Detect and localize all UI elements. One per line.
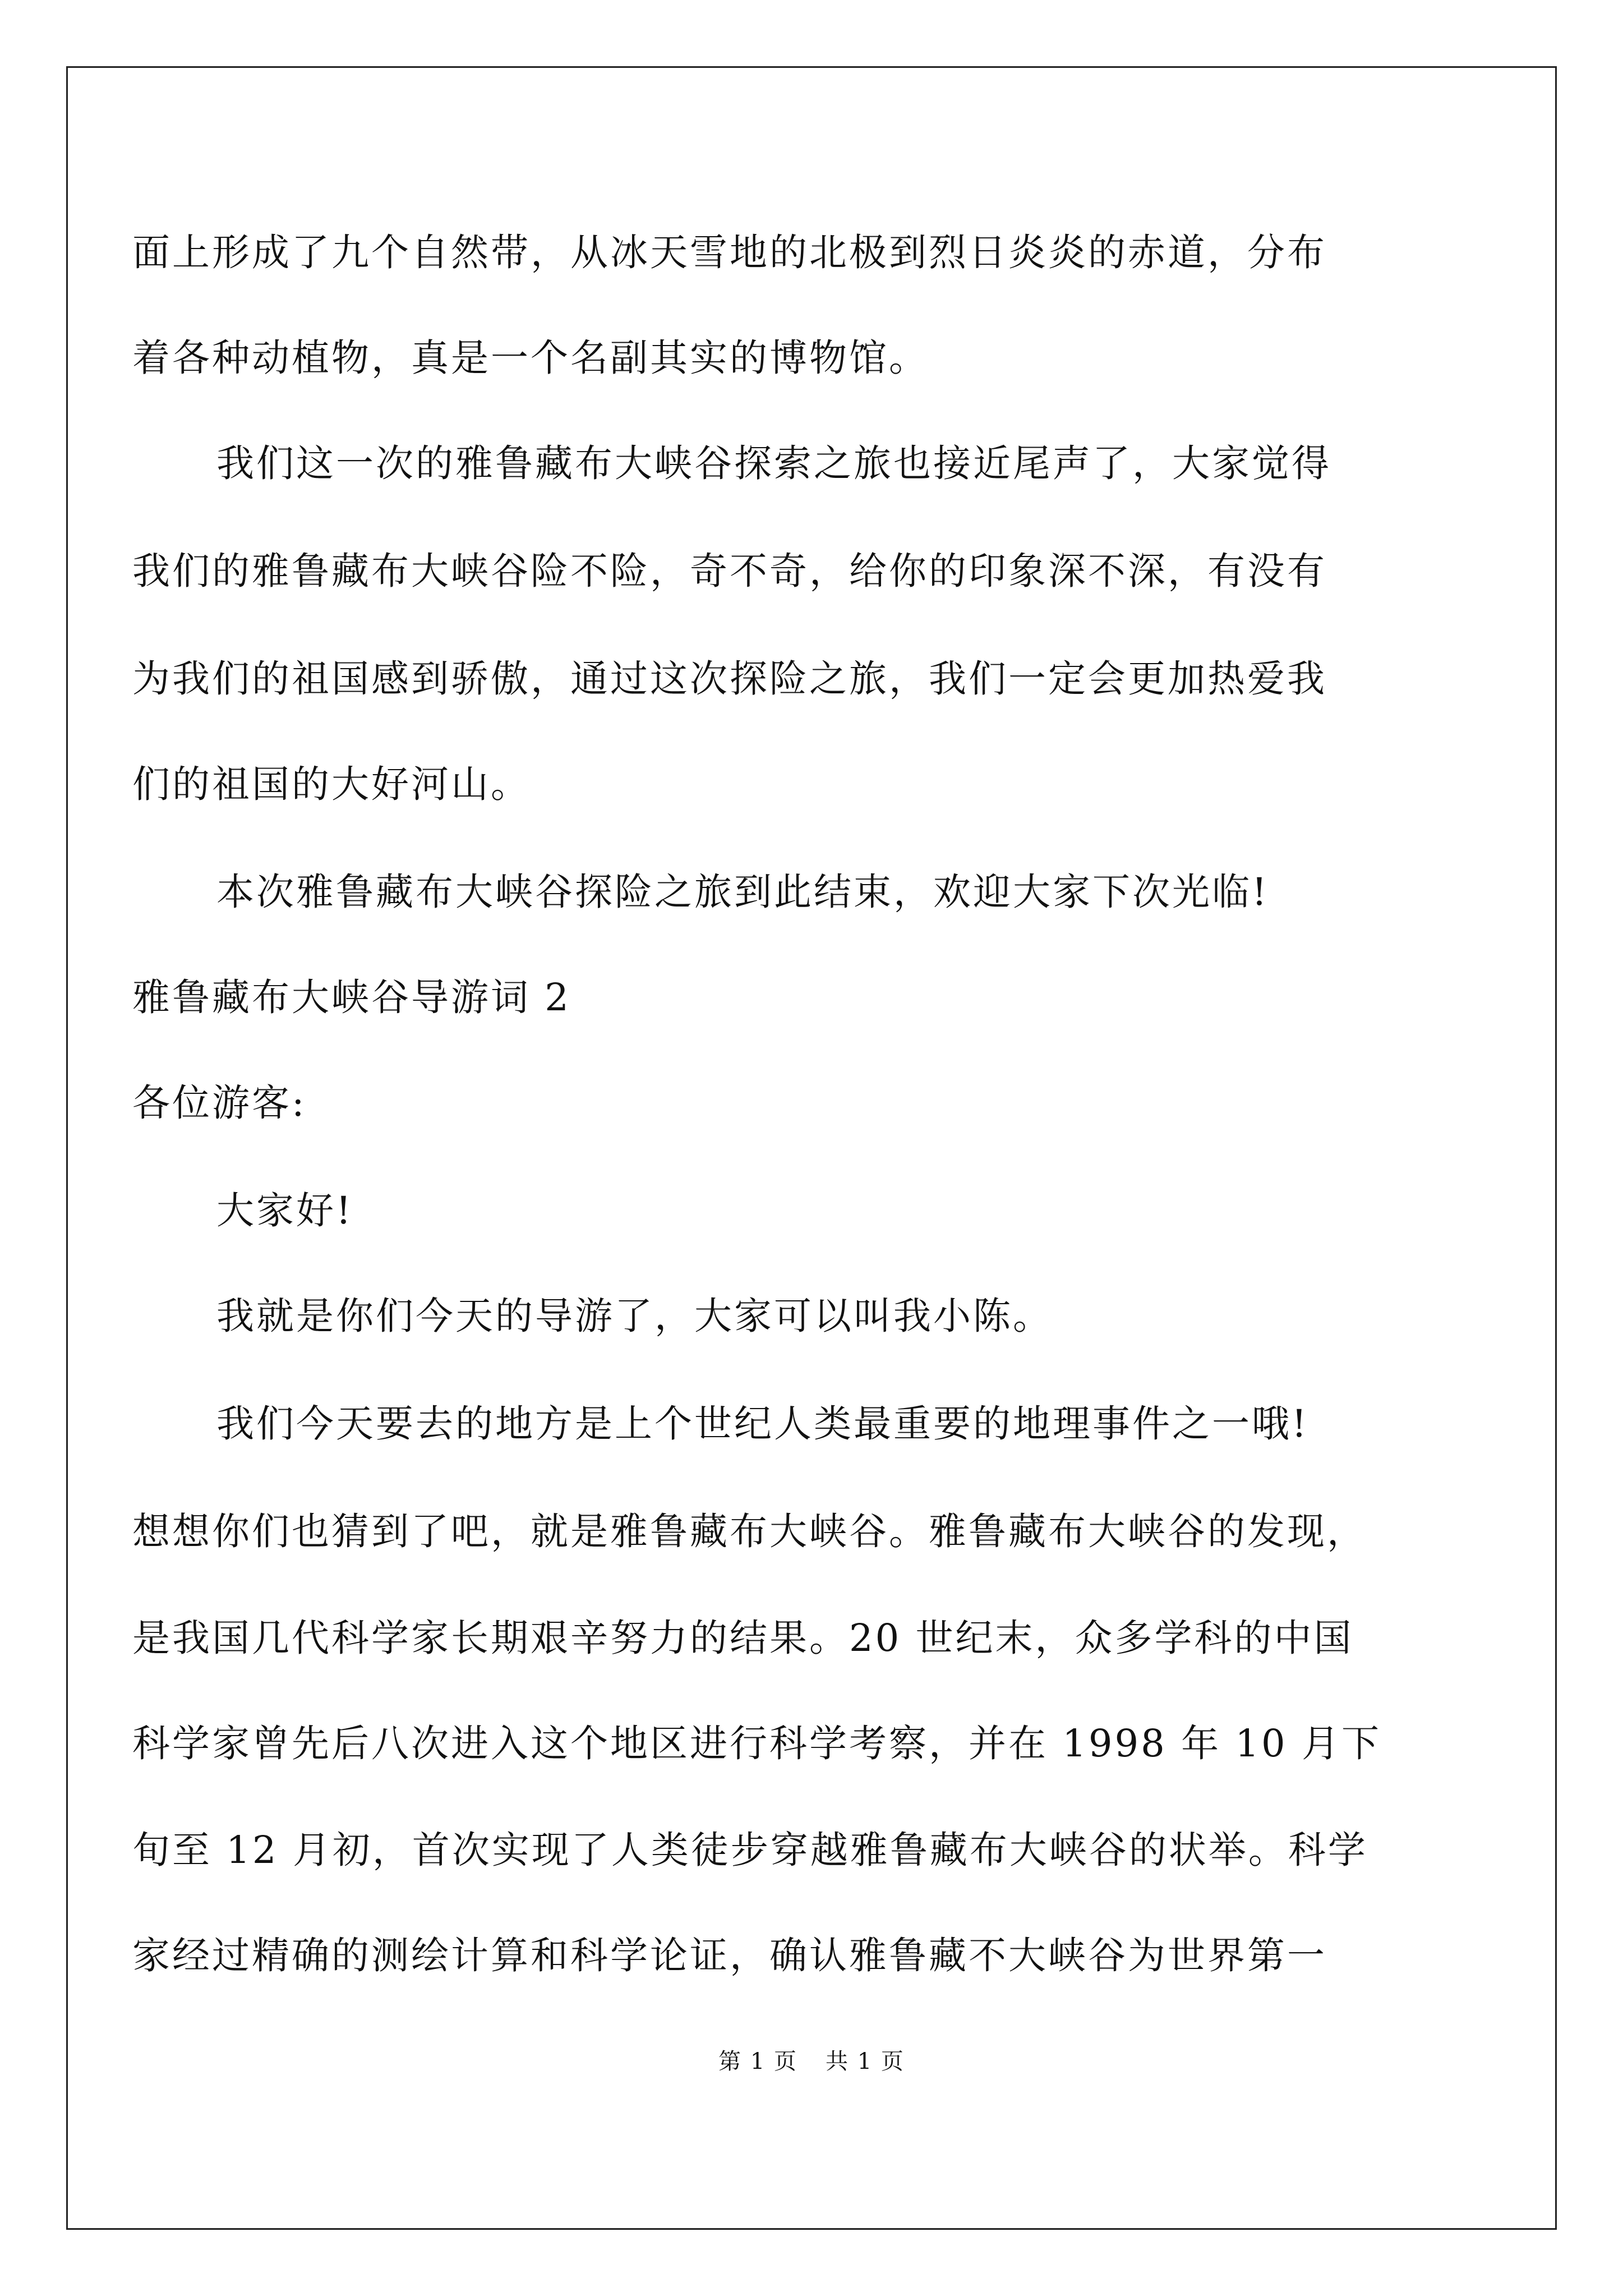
- text-line: 想想你们也猜到了吧，就是雅鲁藏布大峡谷。雅鲁藏布大峡谷的发现，: [132, 1510, 1367, 1553]
- text-line: 我们的雅鲁藏布大峡谷险不险，奇不奇，给你的印象深不深，有没有: [132, 549, 1327, 593]
- text-line: 旬至 12 月初，首次实现了人类徒步穿越雅鲁藏布大峡谷的状举。科学: [132, 1828, 1368, 1872]
- paragraph-start-line: 本次雅鲁藏布大峡谷探险之旅到此结束，欢迎大家下次光临!: [216, 870, 1269, 914]
- section-title: 雅鲁藏布大峡谷导游词 2: [132, 976, 571, 1019]
- page-number: 第 1 页: [718, 2049, 797, 2074]
- text-line: 面上形成了九个自然带，从冰天雪地的北极到烈日炎炎的赤道，分布: [132, 231, 1327, 274]
- text-line: 们的祖国的大好河山。: [132, 762, 531, 806]
- greeting-line: 各位游客:: [132, 1081, 307, 1125]
- page-count: 共 1 页: [826, 2049, 905, 2074]
- text-line: 为我们的祖国感到骄傲，通过这次探险之旅，我们一定会更加热爱我: [132, 657, 1327, 701]
- paragraph-start-line: 我们今天要去的地方是上个世纪人类最重要的地理事件之一哦!: [216, 1402, 1309, 1446]
- text-line: 科学家曾先后八次进入这个地区进行科学考察，并在 1998 年 10 月下: [132, 1722, 1381, 1765]
- paragraph-start-line: 我就是你们今天的导游了，大家可以叫我小陈。: [216, 1294, 1053, 1338]
- paragraph-start-line: 大家好!: [216, 1189, 353, 1232]
- text-line: 家经过精确的测绘计算和科学论证，确认雅鲁藏不大峡谷为世界第一: [132, 1934, 1327, 1977]
- text-line: 是我国几代科学家长期艰辛努力的结果。20 世纪末，众多学科的中国: [132, 1616, 1354, 1660]
- text-line: 着各种动植物，真是一个名副其实的博物馆。: [132, 336, 929, 380]
- paragraph-start-line: 我们这一次的雅鲁藏布大峡谷探索之旅也接近尾声了，大家觉得: [216, 441, 1331, 485]
- page-frame: [66, 66, 1557, 2230]
- page-footer: [0, 2047, 1623, 2076]
